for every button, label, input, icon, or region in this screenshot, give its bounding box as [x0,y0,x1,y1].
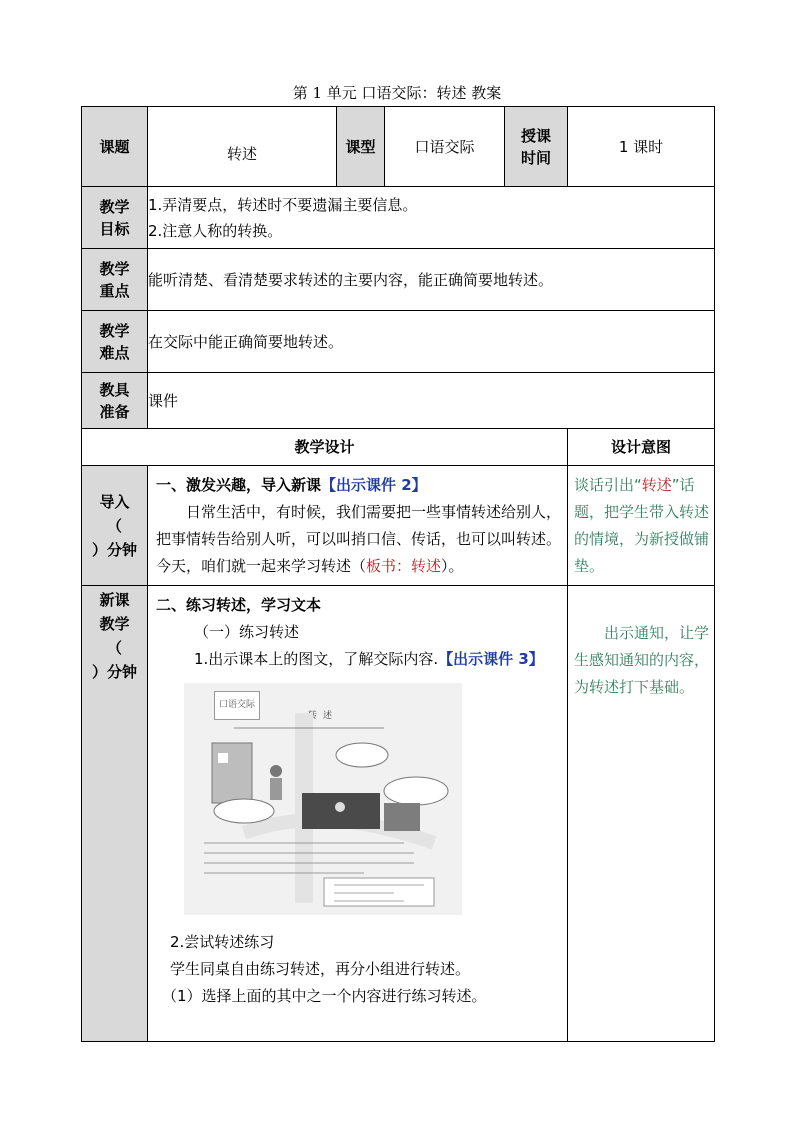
figure-tag: 口语交际 [214,691,260,720]
new-lesson-label: 新课 教学 （ ）分钟 [82,586,148,1042]
goal-content [148,187,715,249]
materials-content: 课件 [148,373,715,429]
textbook-figure [184,683,462,915]
design-header-left: 教学设计 [82,429,568,466]
keypoint-content: 能听清楚、看清楚要求转述的主要内容，能正确简要地转述。 [148,249,715,311]
goal-row [82,187,715,249]
materials-row [82,373,715,429]
step-1: 1.出示课本上的图文，了解交际内容.【出示课件 3】 [194,650,544,668]
intro-paragraph: 日常生活中，有时候，我们需要把一些事情转述给别人，把事情转告给别人听，可以叫捎口信、传话，也可以叫转述。今天，咱们就一起来学习转述（板书：转述）。 [156,503,562,575]
type-label: 课型 [337,107,385,187]
goal-line-2: 2.注意人称的转换。 [148,221,283,240]
new-lesson-content [148,586,568,1042]
time-label: 授课 时间 [505,107,568,187]
goal-line-1: 1.弄清要点，转述时不要遗漏主要信息。 [148,195,418,214]
difficulty-label: 教学 难点 [82,311,148,373]
intro-blackboard-note: 板书：转述 [366,557,442,575]
header-row [82,107,715,187]
step-2: 2.尝试转述练习 [170,933,275,951]
difficulty-content: 在交际中能正确简要地转述。 [148,311,715,373]
keypoint-label: 教学 重点 [82,249,148,311]
type-value: 口语交际 [385,107,505,187]
step-2-text: 学生同桌自由练习转述，再分小组进行转述。 [170,960,471,978]
intro-courseware-tag: 【出示课件 2】 [321,476,427,494]
topic-value: 转述 [148,107,337,187]
topic-label: 课题 [82,107,148,187]
design-header-row [82,429,715,466]
document-title: 第 1 单元 口语交际：转述 教案 [292,84,502,102]
step-1-courseware-tag: 【出示课件 3】 [438,650,544,668]
lesson-plan-table [81,106,715,1042]
practice-subheading: （一）练习转述 [194,623,300,641]
intro-heading: 一、激发兴趣，导入新课【出示课件 2】 [156,476,427,494]
design-header-right: 设计意图 [568,429,715,466]
figure-illustration [184,683,462,915]
intro-section-row [82,466,715,586]
new-lesson-row [82,586,715,1042]
intro-intent: 谈话引出“转述”话题，把学生带入转述的情境，为新授做铺垫。 [568,466,715,586]
figure-title: 转述 [307,711,338,721]
step-2-sub: （1）选择上面的其中之一个内容进行练习转述。 [162,987,487,1005]
materials-label: 教具 准备 [82,373,148,429]
goal-label: 教学 目标 [82,187,148,249]
time-value: 1 课时 [568,107,715,187]
keypoint-row [82,249,715,311]
new-lesson-intent: 出示通知，让学生感知通知的内容，为转述打下基础。 [568,586,715,1042]
intro-label: 导入 （ ）分钟 [82,466,148,586]
difficulty-row [82,311,715,373]
intro-content [148,466,568,586]
new-lesson-heading: 二、练习转述，学习文本 [156,596,322,614]
